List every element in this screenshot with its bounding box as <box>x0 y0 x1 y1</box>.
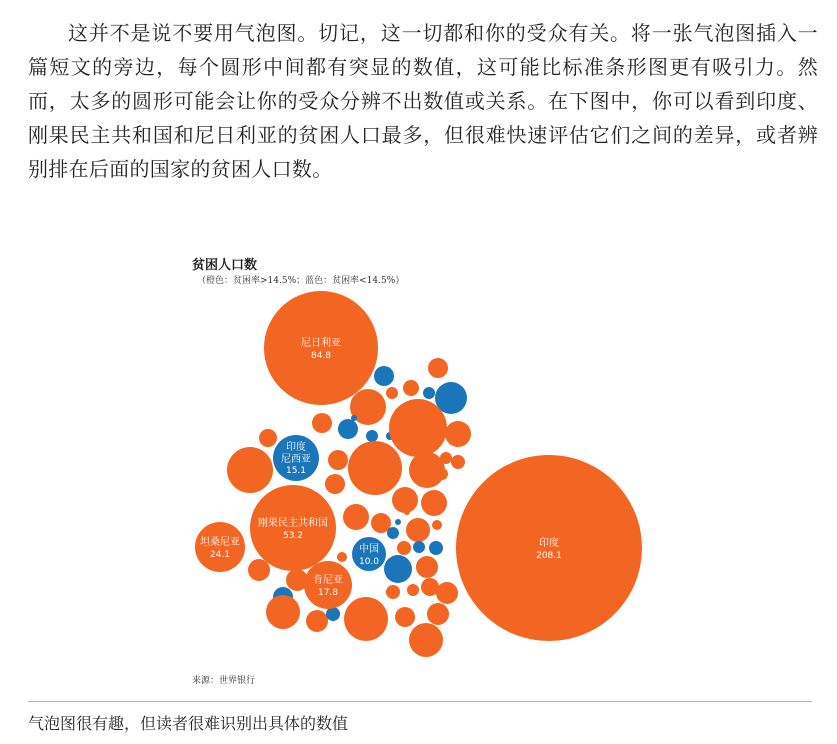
figure-caption: 气泡图很有趣，但读者很难识别出具体的数值 <box>28 714 349 733</box>
bubble-value: 84.8 <box>310 351 332 361</box>
bubble-chart-figure <box>0 240 837 700</box>
bubble <box>366 430 378 442</box>
bubble <box>348 441 402 495</box>
bubble <box>306 610 328 632</box>
bubble-value: 17.8 <box>317 588 339 598</box>
bubble <box>312 413 332 433</box>
bubble <box>407 584 419 596</box>
bubble-value: 208.1 <box>536 551 562 561</box>
bubble <box>389 399 447 457</box>
bubble <box>432 520 442 530</box>
bubble <box>421 490 447 516</box>
bubble <box>384 555 412 583</box>
bubble-value: 24.1 <box>209 550 231 560</box>
bubble <box>445 421 471 447</box>
bubble <box>403 380 419 396</box>
bubble <box>344 597 388 641</box>
bubble <box>413 541 425 553</box>
bubble-name: 肯尼亚 <box>313 575 343 586</box>
bubble <box>436 582 458 604</box>
bubble <box>429 541 443 555</box>
bubble <box>451 455 465 469</box>
bubble-name: 尼日利亚 <box>301 338 341 349</box>
bubble <box>259 429 277 447</box>
bubble <box>423 387 435 399</box>
bubble <box>374 366 394 386</box>
bubble <box>440 452 452 464</box>
bubble <box>338 419 358 439</box>
bubble-chart <box>0 240 837 700</box>
caption-divider <box>28 701 812 702</box>
bubble-name: 刚果民主共和国 <box>258 518 328 529</box>
bubble <box>397 541 411 555</box>
bubble <box>328 450 348 470</box>
bubble-name: 印度 <box>539 538 559 549</box>
chart-subtitle: （橙色：贫困率>14.5%；蓝色：贫困率<14.5%） <box>197 276 405 286</box>
bubble <box>395 519 401 525</box>
bubble <box>337 552 347 562</box>
bubble <box>409 623 443 657</box>
bubble-name: 尼西亚 <box>281 454 311 465</box>
bubble <box>386 387 398 399</box>
bubble <box>427 603 449 625</box>
bubble <box>266 595 300 629</box>
bubble <box>404 509 410 515</box>
bubble-value: 10.0 <box>358 557 380 567</box>
bubble-name: 印度 <box>286 442 306 453</box>
bubble <box>392 487 418 513</box>
bubble <box>343 504 369 530</box>
bubble-value: 15.1 <box>285 466 307 476</box>
chart-title: 贫困人口数 <box>192 258 258 273</box>
bubble <box>428 358 448 378</box>
bubble <box>326 607 340 621</box>
body-paragraph: 这并不是说不要用气泡图。切记，这一切都和你的受众有关。将一张气泡图插入一篇短文的旁边，每个圆形中间都有突显的数值，这可能比标准条形图更有吸引力。然而，太多的圆形可能会让你的受众分辨不出数值或关系。在下图中，你可以看到印度、刚果民主共和国和尼日利亚的贫困人口最多，但很难快速评估它们之间的差异，或者辨别排在后面的国家的贫困人口数。 <box>28 21 818 181</box>
bubble <box>248 559 270 581</box>
bubble <box>325 474 345 494</box>
bubble <box>386 585 400 599</box>
chart-source: 来源：世界银行 <box>192 676 256 686</box>
bubble-name: 中国 <box>359 544 379 555</box>
bubble <box>227 447 273 493</box>
bubble <box>351 415 357 421</box>
bubble <box>436 468 448 480</box>
bubble-value: 53.2 <box>282 531 304 541</box>
bubble-name: 坦桑尼亚 <box>200 537 240 548</box>
bubble <box>387 527 399 539</box>
bubble <box>406 518 430 542</box>
bubble <box>395 607 415 627</box>
bubble <box>416 556 438 578</box>
